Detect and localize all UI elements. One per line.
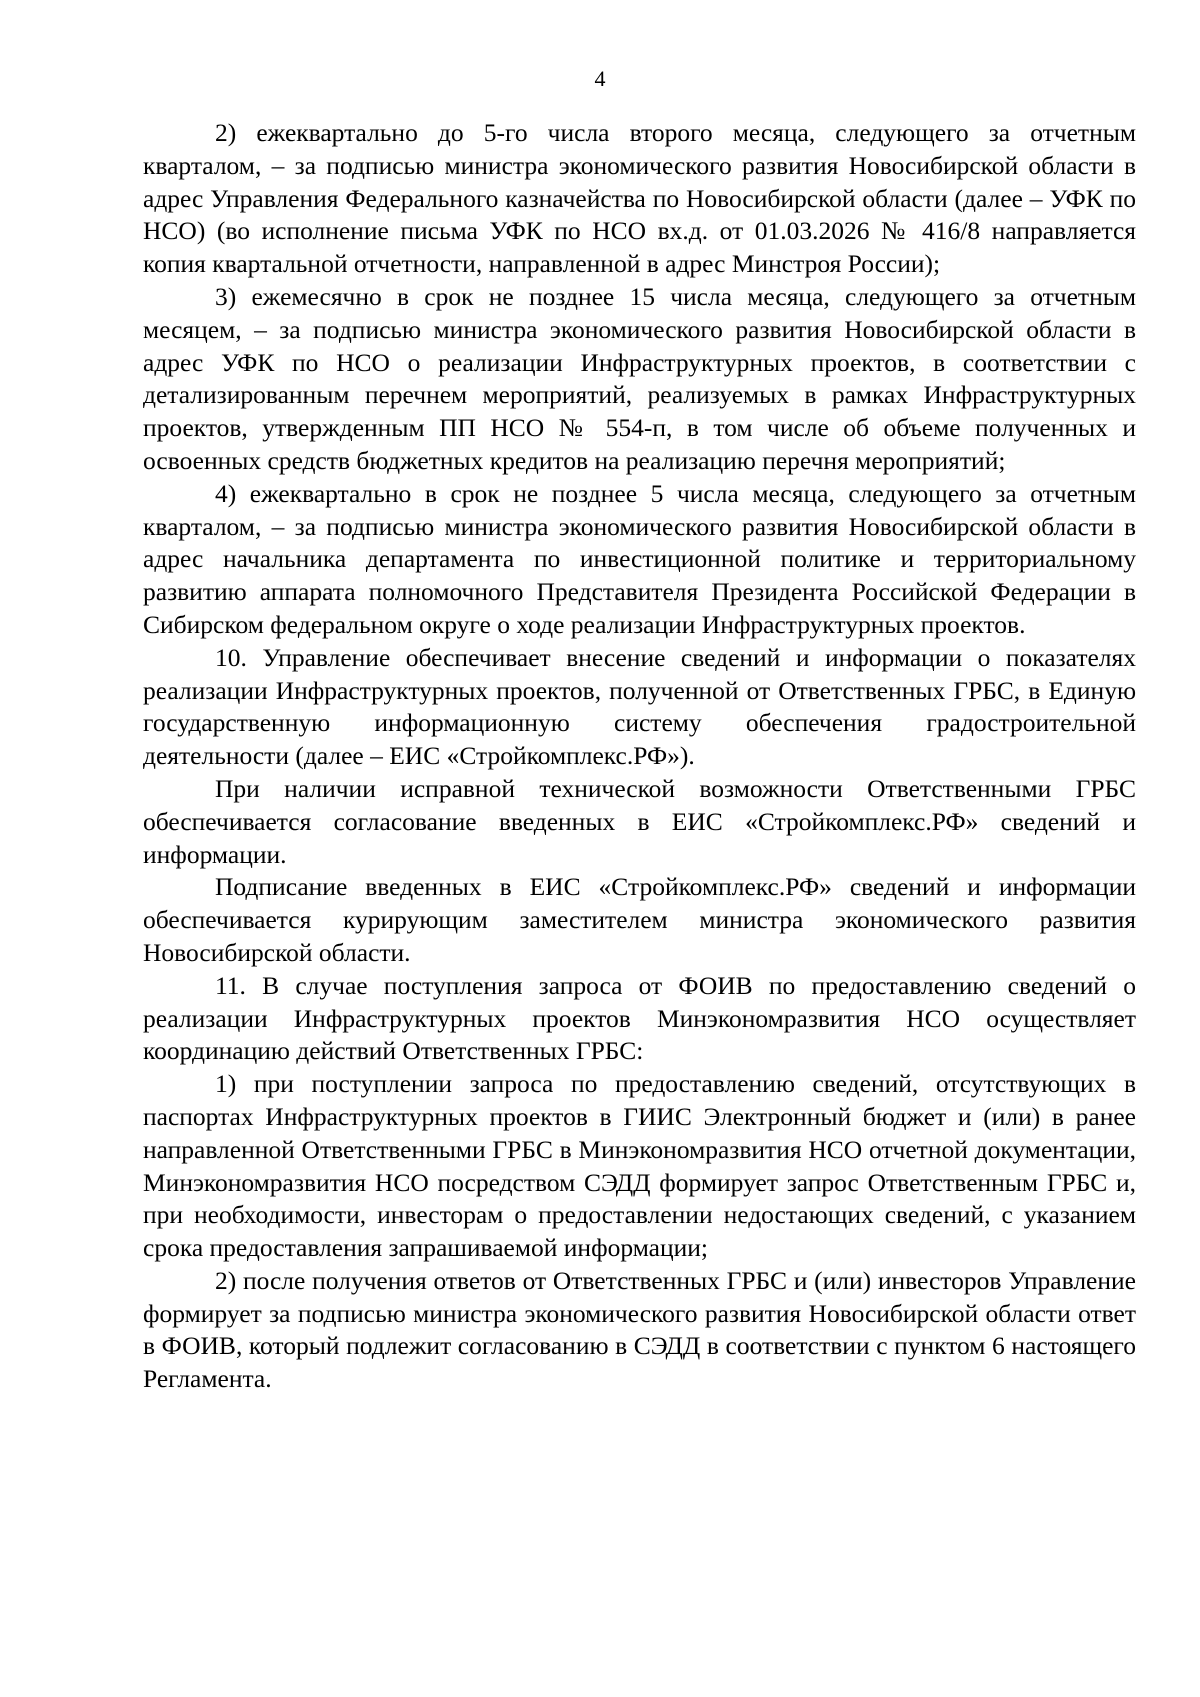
paragraph-11-foiv-request: 11. В случае поступления запроса от ФОИВ по предоставлению сведений о реализации Инфраструктурных проектов Минэкономразвития НСО осуществляет координацию действий Ответственных ГРБС:: [143, 970, 1136, 1066]
paragraph-4-quarterly-department: 4) ежеквартально в срок не позднее 5 числа месяца, следующего за отчетным кварталом, – за подписью министра экономического развития Новосибирской области в адрес начальника департамента по инвестиционной политике и территориальному развитию аппарата полномочного Представителя Президента Российской Федерации в Сибирском федеральном округе о ходе реализации Инфраструктурных проектов.: [143, 478, 1136, 639]
paragraph-2-quarterly-ufk: 2) ежеквартально до 5-го числа второго месяца, следующего за отчетным кварталом, – за подписью министра экономического развития Новосибирской области в адрес Управления Федерального казначейства по Новосибирской области (далее – УФК по НСО) (во исполнение письма УФК по НСО вх.д. от 01.03.2026 № 416/8 направляется копия квартальной отчетности, направленной в адрес Минстроя России);: [143, 118, 1136, 279]
paragraph-10-eis-entry: 10. Управление обеспечивает внесение сведений и информации о показателях реализации Инфраструктурных проектов, полученной от Ответственных ГРБС, в Единую государственную информационную систему обеспечения градостроительной деятельности (далее – ЕИС «Стройкомплекс.РФ»).: [143, 642, 1136, 771]
page-number: 4: [594, 66, 606, 91]
paragraph-11-2-response-procedure: 2) после получения ответов от Ответственных ГРБС и (или) инвесторов Управление формирует за подписью министра экономического развития Новосибирской области ответ в ФОИВ, который подлежит согласованию в СЭДД в соответствии с пунктом 6 настоящего Регламента.: [143, 1265, 1136, 1394]
document-body: [143, 117, 1136, 1396]
paragraph-3-monthly-ufk: 3) ежемесячно в срок не позднее 15 числа месяца, следующего за отчетным месяцем, – за подписью министра экономического развития Новосибирской области в адрес УФК по НСО о реализации Инфраструктурных проектов, в соответствии с детализированным перечнем мероприятий, реализуемых в рамках Инфраструктурных проектов, утвержденным ПП НСО № 554-п, в том числе об объеме полученных и освоенных средств бюджетных кредитов на реализацию перечня мероприятий;: [143, 281, 1136, 475]
paragraph-eis-signing: Подписание введенных в ЕИС «Стройкомплекс.РФ» сведений и информации обеспечивается курирующим заместителем министра экономического развития Новосибирской области.: [143, 872, 1136, 967]
paragraph-eis-approval: При наличии исправной технической возможности Ответственными ГРБС обеспечивается согласование введенных в ЕИС «Стройкомплекс.РФ» сведений и информации.: [143, 773, 1136, 869]
paragraph-11-1-request-procedure: 1) при поступлении запроса по предоставлению сведений, отсутствующих в паспортах Инфраструктурных проектов в ГИИС Электронный бюджет и (или) в ранее направленной Ответственными ГРБС в Минэкономразвития НСО отчетной документации, Минэкономразвития НСО посредством СЭДД формирует запрос Ответственным ГРБС и, при необходимости, инвесторам о предоставлении недостающих сведений, с указанием срока предоставления запрашиваемой информации;: [143, 1069, 1136, 1263]
